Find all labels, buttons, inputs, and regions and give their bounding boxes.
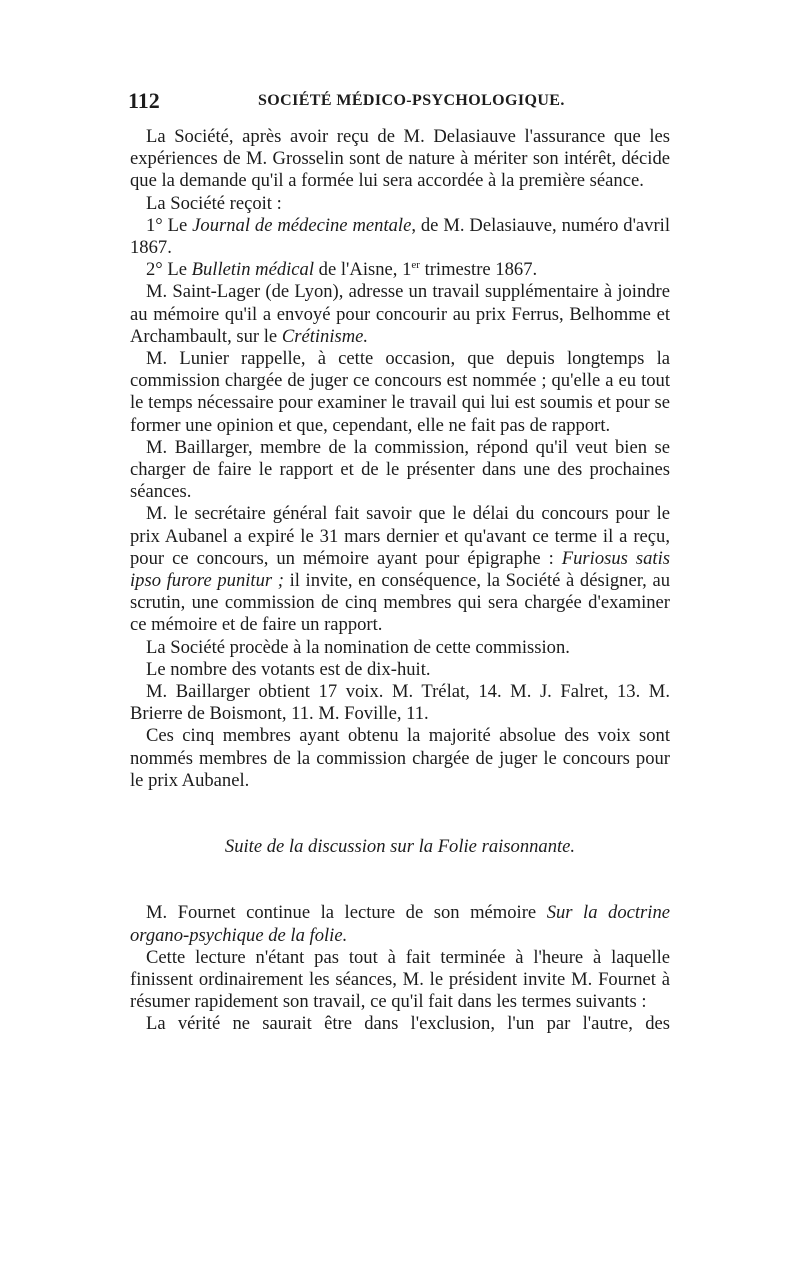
paragraph: M. Baillarger, membre de la commission, répond qu'il veut bien se charger de faire le rapport et de le présenter dans une des prochaines séances. <box>130 436 670 503</box>
work-title: Crétinisme. <box>281 325 369 347</box>
memoir-title: Sur la doctrine organo-psychique de la folie. <box>130 902 670 946</box>
text-span: 2° Le <box>146 259 192 281</box>
text-span: 1° Le <box>146 214 193 236</box>
body-text <box>130 126 670 1036</box>
text-span: il invite, en conséquence, la Société à désigner, au scrutin, une commission de cinq membres qui sera chargée d'examiner ce mémoire et de faire un rapport. <box>130 570 670 636</box>
paragraph <box>130 902 670 946</box>
paragraph: La Société, après avoir reçu de M. Delasiauve l'assurance que les expériences de M. Grosselin sont de nature à mériter son intérêt, décide que la demande qu'il a formée lui sera accordée à la première séance. <box>130 126 670 192</box>
paragraph: La Société procède à la nomination de cette commission. <box>146 636 570 658</box>
paragraph: La Société reçoit : <box>146 192 282 214</box>
paragraph <box>130 503 670 636</box>
paragraph: La vérité ne saurait être dans l'exclusion, l'un par l'autre, des <box>146 1013 670 1035</box>
superscript: er <box>411 259 420 272</box>
bulletin-title: Bulletin médical <box>191 259 315 281</box>
running-head: SOCIÉTÉ MÉDICO-PSYCHOLOGIQUE. <box>258 92 565 109</box>
section-title: Suite de la discussion sur la Folie raisonnante. <box>224 836 576 858</box>
text-span: , de M. Delasiauve, numéro d'avril 1867. <box>130 214 670 259</box>
paragraph: Ces cinq membres ayant obtenu la majorité absolue des voix sont nommés membres de la commission chargée de juger le concours pour le prix Aubanel. <box>130 725 670 791</box>
journal-title: Journal de médecine mentale <box>192 214 412 236</box>
text-span: de l'Aisne, 1 <box>314 259 412 281</box>
epigraph: Furiosus satis ipso furore punitur ; <box>130 547 670 592</box>
text-span: M. Saint-Lager (de Lyon), adresse un travail supplémentaire à joindre au mémoire qu'il a envoyé pour concourir au prix Ferrus, Belhomme et Archambault, sur le <box>130 281 670 347</box>
text-span: M. le secrétaire général fait savoir que le délai du concours pour le prix Aubanel a expiré le 31 mars dernier et qu'avant ce terme il a reçu, pour ce concours, un mémoire ayant pour épigraphe : <box>130 503 670 569</box>
page-header <box>128 88 668 118</box>
paragraph <box>130 281 670 348</box>
page-number: 112 <box>128 88 160 113</box>
paragraph: Le nombre des votants est de dix-huit. <box>146 658 431 680</box>
paragraph <box>130 259 670 281</box>
paragraph: Cette lecture n'étant pas tout à fait terminée à l'heure à laquelle finissent ordinairement les séances, M. le président invite M. Fournet à résumer rapidement son travail, ce qu'il fait dans les termes suivants : <box>130 946 670 1013</box>
paragraph: M. Baillarger obtient 17 voix. M. Trélat, 14. M. J. Falret, 13. M. Brierre de Boismont, 11. M. Foville, 11. <box>130 681 670 725</box>
text-span: trimestre 1867. <box>419 259 538 281</box>
paragraph <box>130 215 670 259</box>
text-span: M. Fournet continue la lecture de son mémoire <box>146 902 547 924</box>
paragraph: M. Lunier rappelle, à cette occasion, que depuis longtemps la commission chargée de juger ce concours est nommée ; qu'elle a eu tout le temps nécessaire pour examiner le travail qui lui est soumis et pour se former une opinion et que, cependant, elle ne fait pas de rapport. <box>130 348 670 436</box>
